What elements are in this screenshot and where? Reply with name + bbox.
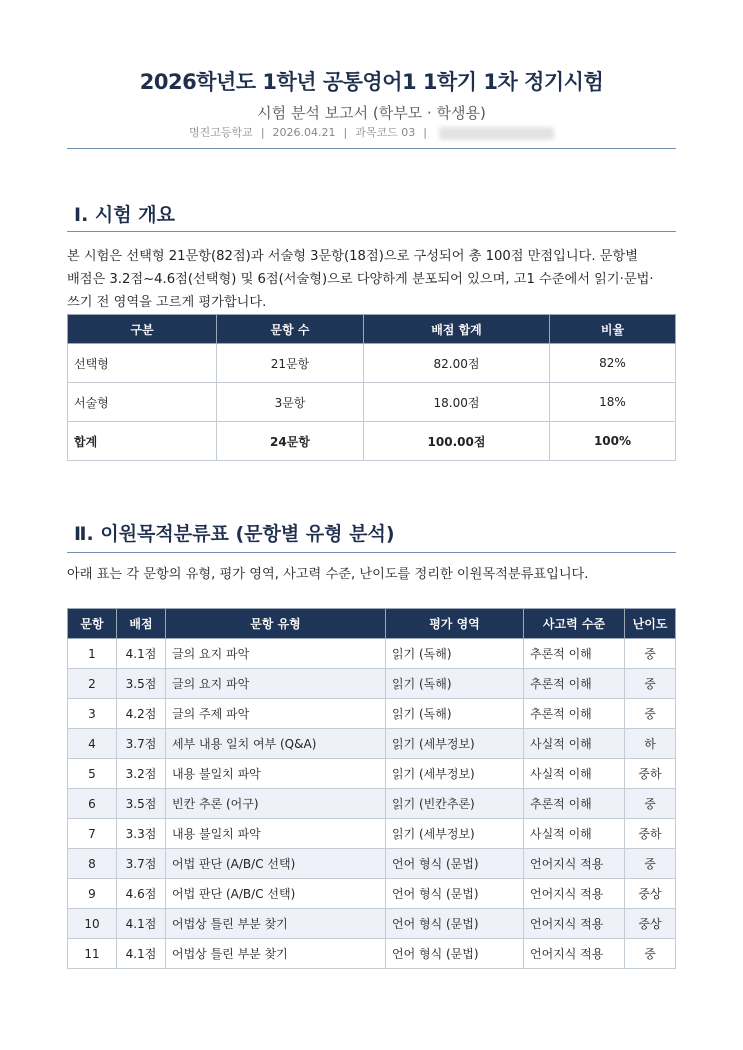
count-cell: 21문항 <box>217 344 364 383</box>
item-number-cell: 3 <box>68 699 117 729</box>
overview-row <box>68 344 676 383</box>
item-points-cell: 3.5점 <box>117 789 166 819</box>
classification-header-difficulty: 난이도 <box>625 609 676 639</box>
classification-table-header <box>68 609 676 639</box>
classification-header-item-type: 문항 유형 <box>166 609 386 639</box>
header-divider <box>67 148 676 149</box>
section-1-divider <box>67 231 676 232</box>
item-type-cell: 빈칸 추론 (어구) <box>166 789 386 819</box>
classification-row <box>68 909 676 939</box>
item-type-cell: 어법 판단 (A/B/C 선택) <box>166 849 386 879</box>
classification-table <box>67 608 676 969</box>
item-number-cell: 7 <box>68 819 117 849</box>
difficulty-cell: 중하 <box>625 819 676 849</box>
exam-date: 2026.04.21 <box>272 126 336 139</box>
document-title: 2026학년도 1학년 공통영어1 1학기 1차 정기시험 <box>139 70 604 94</box>
item-points-cell: 4.1점 <box>117 639 166 669</box>
assessment-area-cell: 언어 형식 (문법) <box>386 909 524 939</box>
classification-header-thinking: 사고력 수준 <box>524 609 625 639</box>
thinking-level-cell: 추론적 이해 <box>524 639 625 669</box>
thinking-level-cell: 언어지식 적용 <box>524 909 625 939</box>
item-type-cell: 글의 요지 파악 <box>166 639 386 669</box>
points-cell: 82.00점 <box>364 344 550 383</box>
item-number-cell: 4 <box>68 729 117 759</box>
item-number-cell: 2 <box>68 669 117 699</box>
redacted-field <box>439 127 554 140</box>
item-points-cell: 3.3점 <box>117 819 166 849</box>
section-2-divider <box>67 552 676 553</box>
section-1-paragraph: 본 시험은 선택형 21문항(82점)과 서술형 3문항(18점)으로 구성되어 총 100점 만점입니다. 문항별 배점은 3.2점~4.6점(선택형) 및 6점(서술형)으로 다양하게 분포되어 있으며, 고1 수준에서 읽기·문법·쓰기 전 영역을 고르게 평가합니다. <box>67 249 654 310</box>
item-type-cell: 내용 불일치 파악 <box>166 759 386 789</box>
points-cell: 100.00점 <box>364 422 550 461</box>
assessment-area-cell: 읽기 (독해) <box>386 639 524 669</box>
assessment-area-cell: 읽기 (세부정보) <box>386 759 524 789</box>
thinking-level-cell: 사실적 이해 <box>524 729 625 759</box>
thinking-level-cell: 추론적 이해 <box>524 669 625 699</box>
thinking-level-cell: 사실적 이해 <box>524 819 625 849</box>
section-1-title: Ⅰ. 시험 개요 <box>74 204 175 226</box>
meta-separator: | <box>343 126 348 139</box>
difficulty-cell: 중 <box>625 939 676 969</box>
assessment-area-cell: 언어 형식 (문법) <box>386 879 524 909</box>
item-points-cell: 4.1점 <box>117 909 166 939</box>
section-2-paragraph: 아래 표는 각 문항의 유형, 평가 영역, 사고력 수준, 난이도를 정리한 이원목적분류표입니다. <box>67 567 589 582</box>
difficulty-cell: 중하 <box>625 759 676 789</box>
school-name: 명진고등학교 <box>189 126 253 139</box>
meta-separator: | <box>423 126 427 139</box>
section-2-title: Ⅱ. 이원목적분류표 (문항별 유형 분석) <box>74 523 395 545</box>
thinking-level-cell: 언어지식 적용 <box>524 849 625 879</box>
thinking-level-cell: 추론적 이해 <box>524 699 625 729</box>
difficulty-cell: 중 <box>625 639 676 669</box>
difficulty-cell: 중상 <box>625 909 676 939</box>
classification-row <box>68 849 676 879</box>
overview-table-header <box>68 315 676 344</box>
difficulty-cell: 중상 <box>625 879 676 909</box>
thinking-level-cell: 사실적 이해 <box>524 759 625 789</box>
classification-row <box>68 699 676 729</box>
type-cell: 합계 <box>68 422 217 461</box>
document-subtitle: 시험 분석 보고서 (학부모 · 학생용) <box>257 104 486 122</box>
item-number-cell: 9 <box>68 879 117 909</box>
item-number-cell: 1 <box>68 639 117 669</box>
thinking-level-cell: 언어지식 적용 <box>524 879 625 909</box>
overview-header-ratio: 비율 <box>550 315 676 344</box>
type-cell: 선택형 <box>68 344 217 383</box>
assessment-area-cell: 읽기 (독해) <box>386 699 524 729</box>
ratio-cell: 100% <box>550 422 676 461</box>
thinking-level-cell: 추론적 이해 <box>524 789 625 819</box>
classification-row <box>68 669 676 699</box>
item-type-cell: 글의 주제 파악 <box>166 699 386 729</box>
count-cell: 3문항 <box>217 383 364 422</box>
overview-row <box>68 422 676 461</box>
difficulty-cell: 중 <box>625 699 676 729</box>
type-cell: 서술형 <box>68 383 217 422</box>
assessment-area-cell: 읽기 (빈칸추론) <box>386 789 524 819</box>
classification-row <box>68 639 676 669</box>
overview-table <box>67 314 676 461</box>
assessment-area-cell: 언어 형식 (문법) <box>386 939 524 969</box>
classification-header-area: 평가 영역 <box>386 609 524 639</box>
classification-row <box>68 819 676 849</box>
assessment-area-cell: 읽기 (세부정보) <box>386 819 524 849</box>
classification-header-number: 문항 <box>68 609 117 639</box>
classification-row <box>68 759 676 789</box>
meta-separator: | <box>260 126 265 139</box>
difficulty-cell: 하 <box>625 729 676 759</box>
overview-header-count: 문항 수 <box>217 315 364 344</box>
assessment-area-cell: 읽기 (독해) <box>386 669 524 699</box>
item-number-cell: 6 <box>68 789 117 819</box>
difficulty-cell: 중 <box>625 849 676 879</box>
classification-row <box>68 879 676 909</box>
ratio-cell: 18% <box>550 383 676 422</box>
item-type-cell: 내용 불일치 파악 <box>166 819 386 849</box>
item-type-cell: 어법상 틀린 부분 찾기 <box>166 939 386 969</box>
count-cell: 24문항 <box>217 422 364 461</box>
item-points-cell: 4.6점 <box>117 879 166 909</box>
classification-row <box>68 939 676 969</box>
classification-header-points: 배점 <box>117 609 166 639</box>
item-type-cell: 글의 요지 파악 <box>166 669 386 699</box>
item-type-cell: 어법상 틀린 부분 찾기 <box>166 909 386 939</box>
overview-row <box>68 383 676 422</box>
classification-row <box>68 729 676 759</box>
item-type-cell: 세부 내용 일치 여부 (Q&A) <box>166 729 386 759</box>
classification-row <box>68 789 676 819</box>
item-points-cell: 4.1점 <box>117 939 166 969</box>
thinking-level-cell: 언어지식 적용 <box>524 939 625 969</box>
difficulty-cell: 중 <box>625 789 676 819</box>
item-number-cell: 5 <box>68 759 117 789</box>
overview-header-type: 구분 <box>68 315 217 344</box>
subject-code: 과목코드 03 <box>355 126 416 139</box>
item-points-cell: 3.5점 <box>117 669 166 699</box>
assessment-area-cell: 읽기 (세부정보) <box>386 729 524 759</box>
item-points-cell: 4.2점 <box>117 699 166 729</box>
points-cell: 18.00점 <box>364 383 550 422</box>
item-points-cell: 3.7점 <box>117 729 166 759</box>
item-number-cell: 8 <box>68 849 117 879</box>
overview-header-points: 배점 합계 <box>364 315 550 344</box>
ratio-cell: 82% <box>550 344 676 383</box>
meta-line <box>67 124 676 140</box>
difficulty-cell: 중 <box>625 669 676 699</box>
assessment-area-cell: 언어 형식 (문법) <box>386 849 524 879</box>
item-number-cell: 10 <box>68 909 117 939</box>
item-points-cell: 3.2점 <box>117 759 166 789</box>
item-number-cell: 11 <box>68 939 117 969</box>
item-type-cell: 어법 판단 (A/B/C 선택) <box>166 879 386 909</box>
item-points-cell: 3.7점 <box>117 849 166 879</box>
